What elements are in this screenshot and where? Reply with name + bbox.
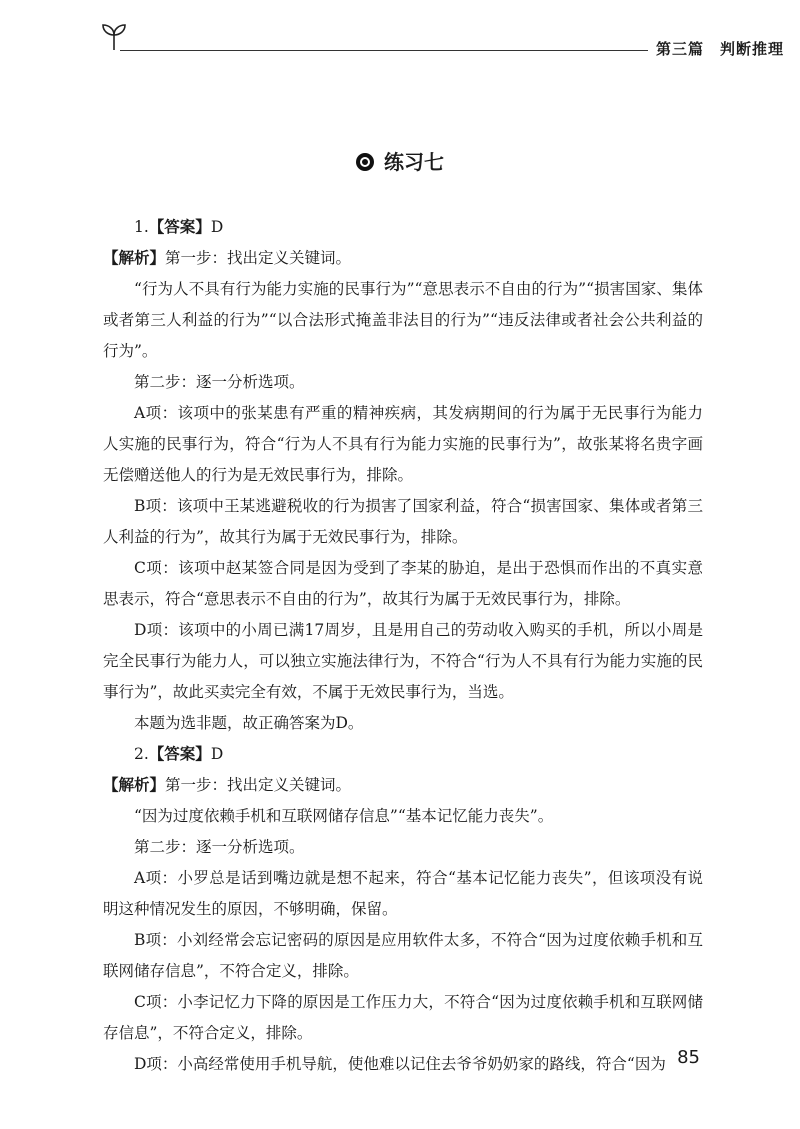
page-header (100, 22, 800, 62)
q2-step1: 第一步：找出定义关键词。 (165, 776, 352, 794)
q2-option-b: B项：小刘经常会忘记密码的原因是应用软件太多，不符合“因为过度依赖手机和互联网储存信息”，不符合定义，排除。 (103, 931, 703, 980)
q2-option-c: C项：小李记忆力下降的原因是工作压力大，不符合“因为过度依赖手机和互联网储存信息”，不符合定义，排除。 (103, 993, 703, 1042)
q1-answer: D (210, 218, 224, 236)
answer-content (103, 212, 703, 1080)
q1-step1: 第一步：找出定义关键词。 (165, 249, 352, 267)
q1-analysis-line (103, 243, 703, 274)
sprout-icon (100, 22, 128, 52)
q1-option-d: D项：该项中的小周已满17周岁，且是用自己的劳动收入购买的手机，所以小周是完全民事行为能力人，可以独立实施法律行为，不符合“行为人不具有行为能力实施的民事行为”，故此买卖完全有效，不属于无效民事行为，当选。 (103, 621, 703, 701)
q1-option-a: A项：该项中的张某患有严重的精神疾病，其发病期间的行为属于无民事行为能力人实施的民事行为，符合“行为人不具有行为能力实施的民事行为”，故张某将名贵字画无偿赠送他人的行为是无效民事行为，排除。 (103, 404, 703, 484)
q2-answer: D (210, 745, 224, 763)
q1-conclusion: 本题为选非题，故正确答案为D。 (134, 714, 364, 732)
q1-answer-line (103, 212, 703, 243)
q1-option-c: C项：该项中赵某签合同是因为受到了李某的胁迫，是出于恐惧而作出的不真实意思表示，符合“意思表示不自由的行为”，故其行为属于无效民事行为，排除。 (103, 559, 703, 608)
analysis-tag: 【解析】 (103, 776, 166, 794)
q2-number: 2. (134, 745, 149, 763)
header-section-title: 第三篇 判断推理 (656, 40, 785, 58)
q1-number: 1. (134, 218, 149, 236)
section-title-text: 练习七 (384, 150, 444, 174)
header-rule-left (120, 50, 648, 51)
q1-keywords: “行为人不具有行为能力实施的民事行为”“意思表示不自由的行为”“损害国家、集体或者第三人利益的行为”“以合法形式掩盖非法目的行为”“违反法律或者社会公共利益的行为”。 (103, 280, 703, 360)
badge-icon (356, 153, 374, 171)
answer-tag: 【答案】 (148, 218, 211, 236)
q2-option-a: A项：小罗总是话到嘴边就是想不起来，符合“基本记忆能力丧失”，但该项没有说明这种情况发生的原因，不够明确，保留。 (103, 869, 703, 918)
q2-option-d: D项：小高经常使用手机导航，使他难以记住去爷爷奶奶家的路线，符合“因为 (134, 1055, 666, 1073)
q2-keywords: “因为过度依赖手机和互联网储存信息”“基本记忆能力丧失”。 (134, 807, 554, 825)
answer-tag: 【答案】 (148, 745, 211, 763)
page-number: 85 (677, 1047, 700, 1068)
q1-step2: 第二步：逐一分析选项。 (134, 373, 305, 391)
q2-step2: 第二步：逐一分析选项。 (134, 838, 305, 856)
q1-option-b: B项：该项中王某逃避税收的行为损害了国家利益，符合“损害国家、集体或者第三人利益的行为”，故其行为属于无效民事行为，排除。 (103, 497, 703, 546)
analysis-tag: 【解析】 (103, 249, 166, 267)
q2-answer-line (103, 739, 703, 770)
q2-analysis-line (103, 770, 703, 801)
section-heading (0, 146, 800, 175)
